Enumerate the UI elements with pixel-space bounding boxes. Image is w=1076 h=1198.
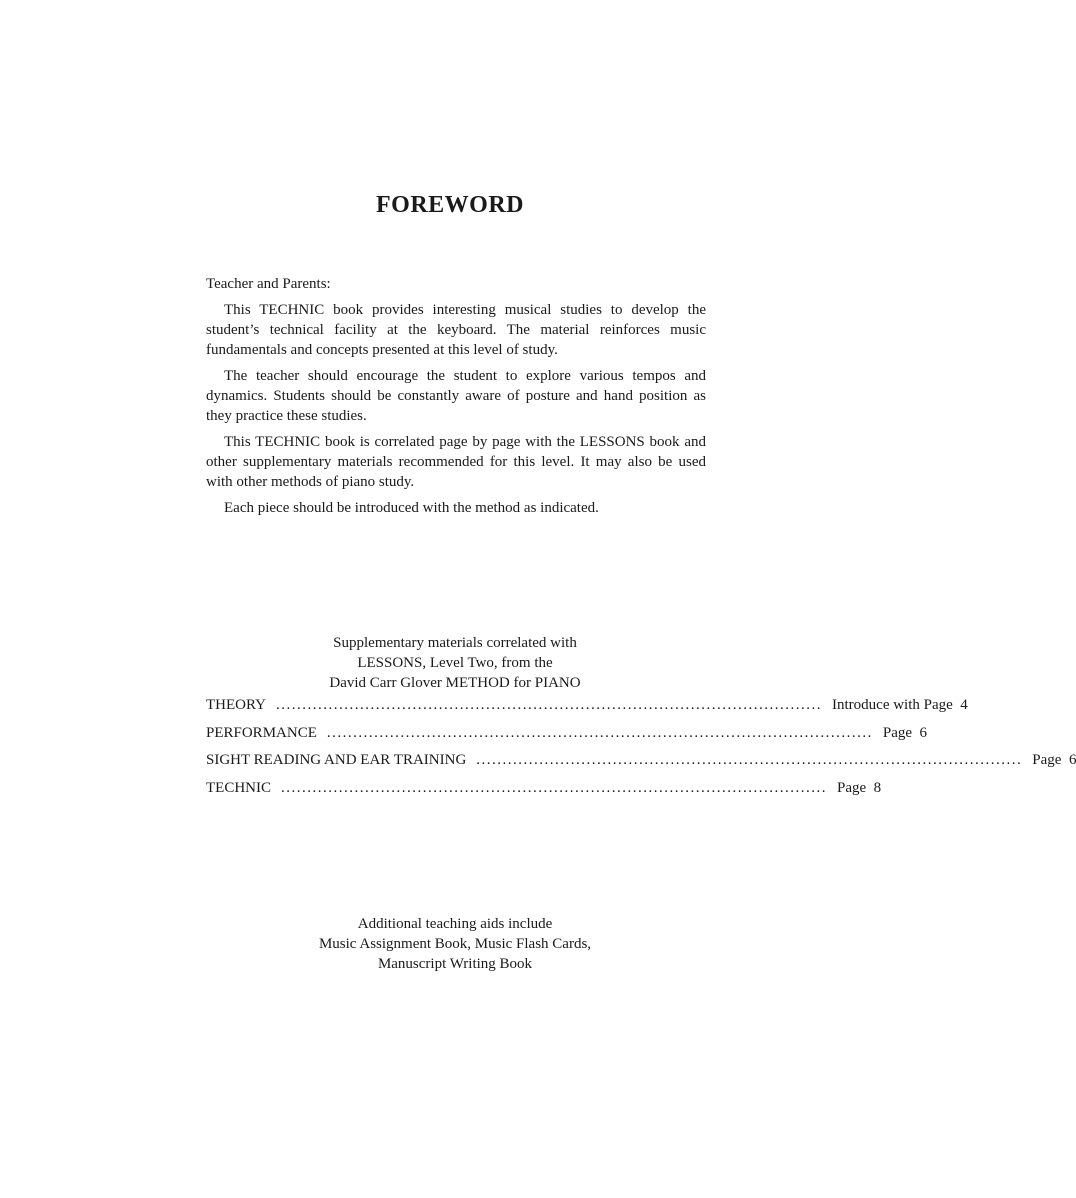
toc-page: Page 8 <box>837 779 882 796</box>
toc-label: PERFORMANCE <box>206 724 317 741</box>
toc-page: Page 6 <box>1032 752 1076 768</box>
toc-row-technic <box>206 779 882 808</box>
toc-leader-dots: ........................................................................................................ <box>476 752 1023 768</box>
toc-row-performance <box>206 724 928 753</box>
supplementary-line: LESSONS, Level Two, from the <box>357 655 553 671</box>
toc-page: Page 6 <box>882 724 928 741</box>
supplementary-heading <box>0 633 910 693</box>
toc-leader-dots: ........................................................................................................ <box>276 697 822 713</box>
aids-line: Additional teaching aids include <box>357 916 553 932</box>
paragraph: This TECHNIC book is correlated page by page with the LESSONS book and other supplementary materials recommended for this level. It may also be used with other methods of piano study. <box>206 434 706 490</box>
supplementary-line: David Carr Glover METHOD for PIANO <box>329 675 581 691</box>
toc-label: SIGHT READING AND EAR TRAINING <box>206 752 467 768</box>
salutation: Teacher and Parents: <box>206 276 331 292</box>
foreword-body <box>206 274 706 524</box>
additional-aids <box>0 914 910 974</box>
toc-leader-dots: ........................................................................................................ <box>281 779 827 796</box>
toc-row-sight-reading <box>206 752 1076 780</box>
toc-label: TECHNIC <box>206 779 271 796</box>
paragraph: This TECHNIC book provides interesting musical studies to develop the student’s technical facility at the keyboard. The material reinforces music fundamentals and concepts presented at this level of study. <box>206 302 706 358</box>
aids-line: Music Assignment Book, Music Flash Cards, <box>318 936 592 952</box>
toc-leader-dots: ........................................................................................................ <box>326 724 873 741</box>
supplementary-list <box>206 697 1076 807</box>
page-title: FOREWORD <box>376 192 524 218</box>
toc-page: Introduce with Page 4 <box>832 697 968 713</box>
supplementary-line: Supplementary materials correlated with <box>333 635 577 651</box>
paragraph: The teacher should encourage the student to explore various tempos and dynamics. Students should be constantly aware of posture and hand position as they practice these studies. <box>206 368 706 424</box>
paragraph: Each piece should be introduced with the method as indicated. <box>224 500 599 516</box>
toc-label: THEORY <box>206 697 266 713</box>
toc-row-theory <box>206 697 968 725</box>
aids-line: Manuscript Writing Book <box>377 956 533 972</box>
